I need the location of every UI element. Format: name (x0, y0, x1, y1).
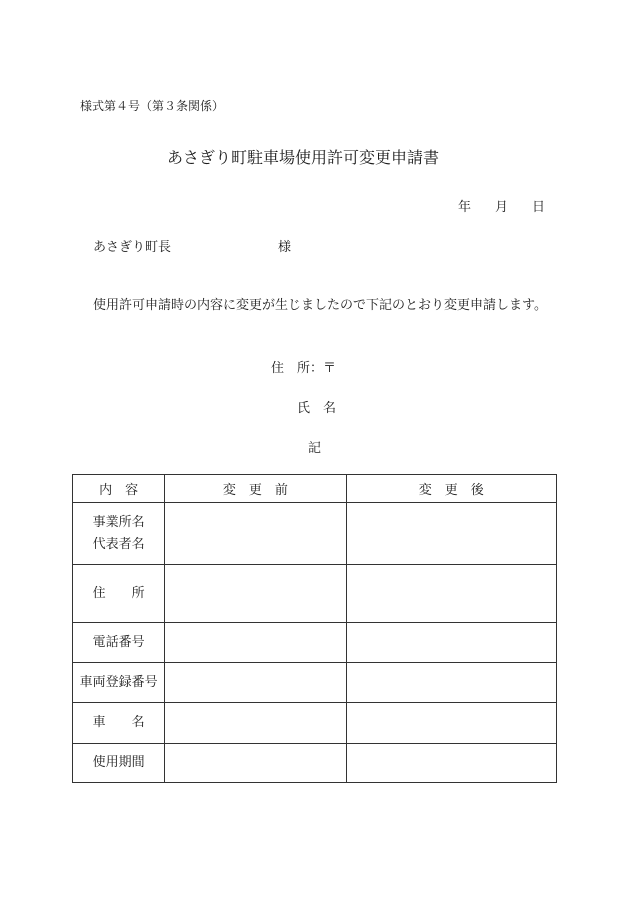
header-content: 内 容 (73, 475, 165, 503)
row-label: 車 名 (73, 703, 165, 744)
before-cell[interactable] (165, 744, 346, 783)
header-after: 変 更 後 (346, 475, 556, 503)
before-cell[interactable] (165, 565, 346, 623)
table-header-row (73, 475, 557, 503)
addressee-name: あさぎり町長 (93, 240, 172, 255)
form-number: 様式第４号（第３条関係） (80, 99, 225, 113)
before-cell[interactable] (165, 623, 346, 663)
date-month: 月 (495, 200, 509, 215)
table-row (73, 663, 557, 703)
before-cell[interactable] (165, 503, 346, 565)
before-cell[interactable] (165, 703, 346, 744)
after-cell[interactable] (346, 623, 556, 663)
change-table (72, 474, 557, 783)
after-cell[interactable] (346, 663, 556, 703)
header-before: 変 更 前 (165, 475, 346, 503)
row-label: 電話番号 (73, 623, 165, 663)
applicant-address-label: 住 所：〒 (271, 361, 337, 376)
date-line (458, 196, 545, 215)
addressee-honorific: 様 (278, 240, 292, 255)
row-label (73, 503, 165, 565)
row-label: 使用期間 (73, 744, 165, 783)
table-row (73, 565, 557, 623)
ki-label: 記 (308, 441, 322, 456)
body-text: 使用許可申請時の内容に変更が生じましたので下記のとおり変更申請します。 (93, 298, 547, 313)
row-label: 住 所 (73, 565, 165, 623)
after-cell[interactable] (346, 703, 556, 744)
row-label-line2: 代表者名 (92, 536, 145, 552)
after-cell[interactable] (346, 565, 556, 623)
before-cell[interactable] (165, 663, 346, 703)
table-row (73, 744, 557, 783)
date-day: 日 (532, 200, 546, 215)
table-row (73, 703, 557, 744)
applicant-name-label: 氏 名 (297, 401, 337, 416)
table-row (73, 623, 557, 663)
document-title: あさぎり町駐車場使用許可変更申請書 (167, 148, 440, 167)
table-row (73, 503, 557, 565)
date-year: 年 (458, 200, 472, 215)
row-label-line1: 事業所名 (92, 514, 145, 530)
row-label: 車両登録番号 (73, 663, 165, 703)
after-cell[interactable] (346, 744, 556, 783)
after-cell[interactable] (346, 503, 556, 565)
